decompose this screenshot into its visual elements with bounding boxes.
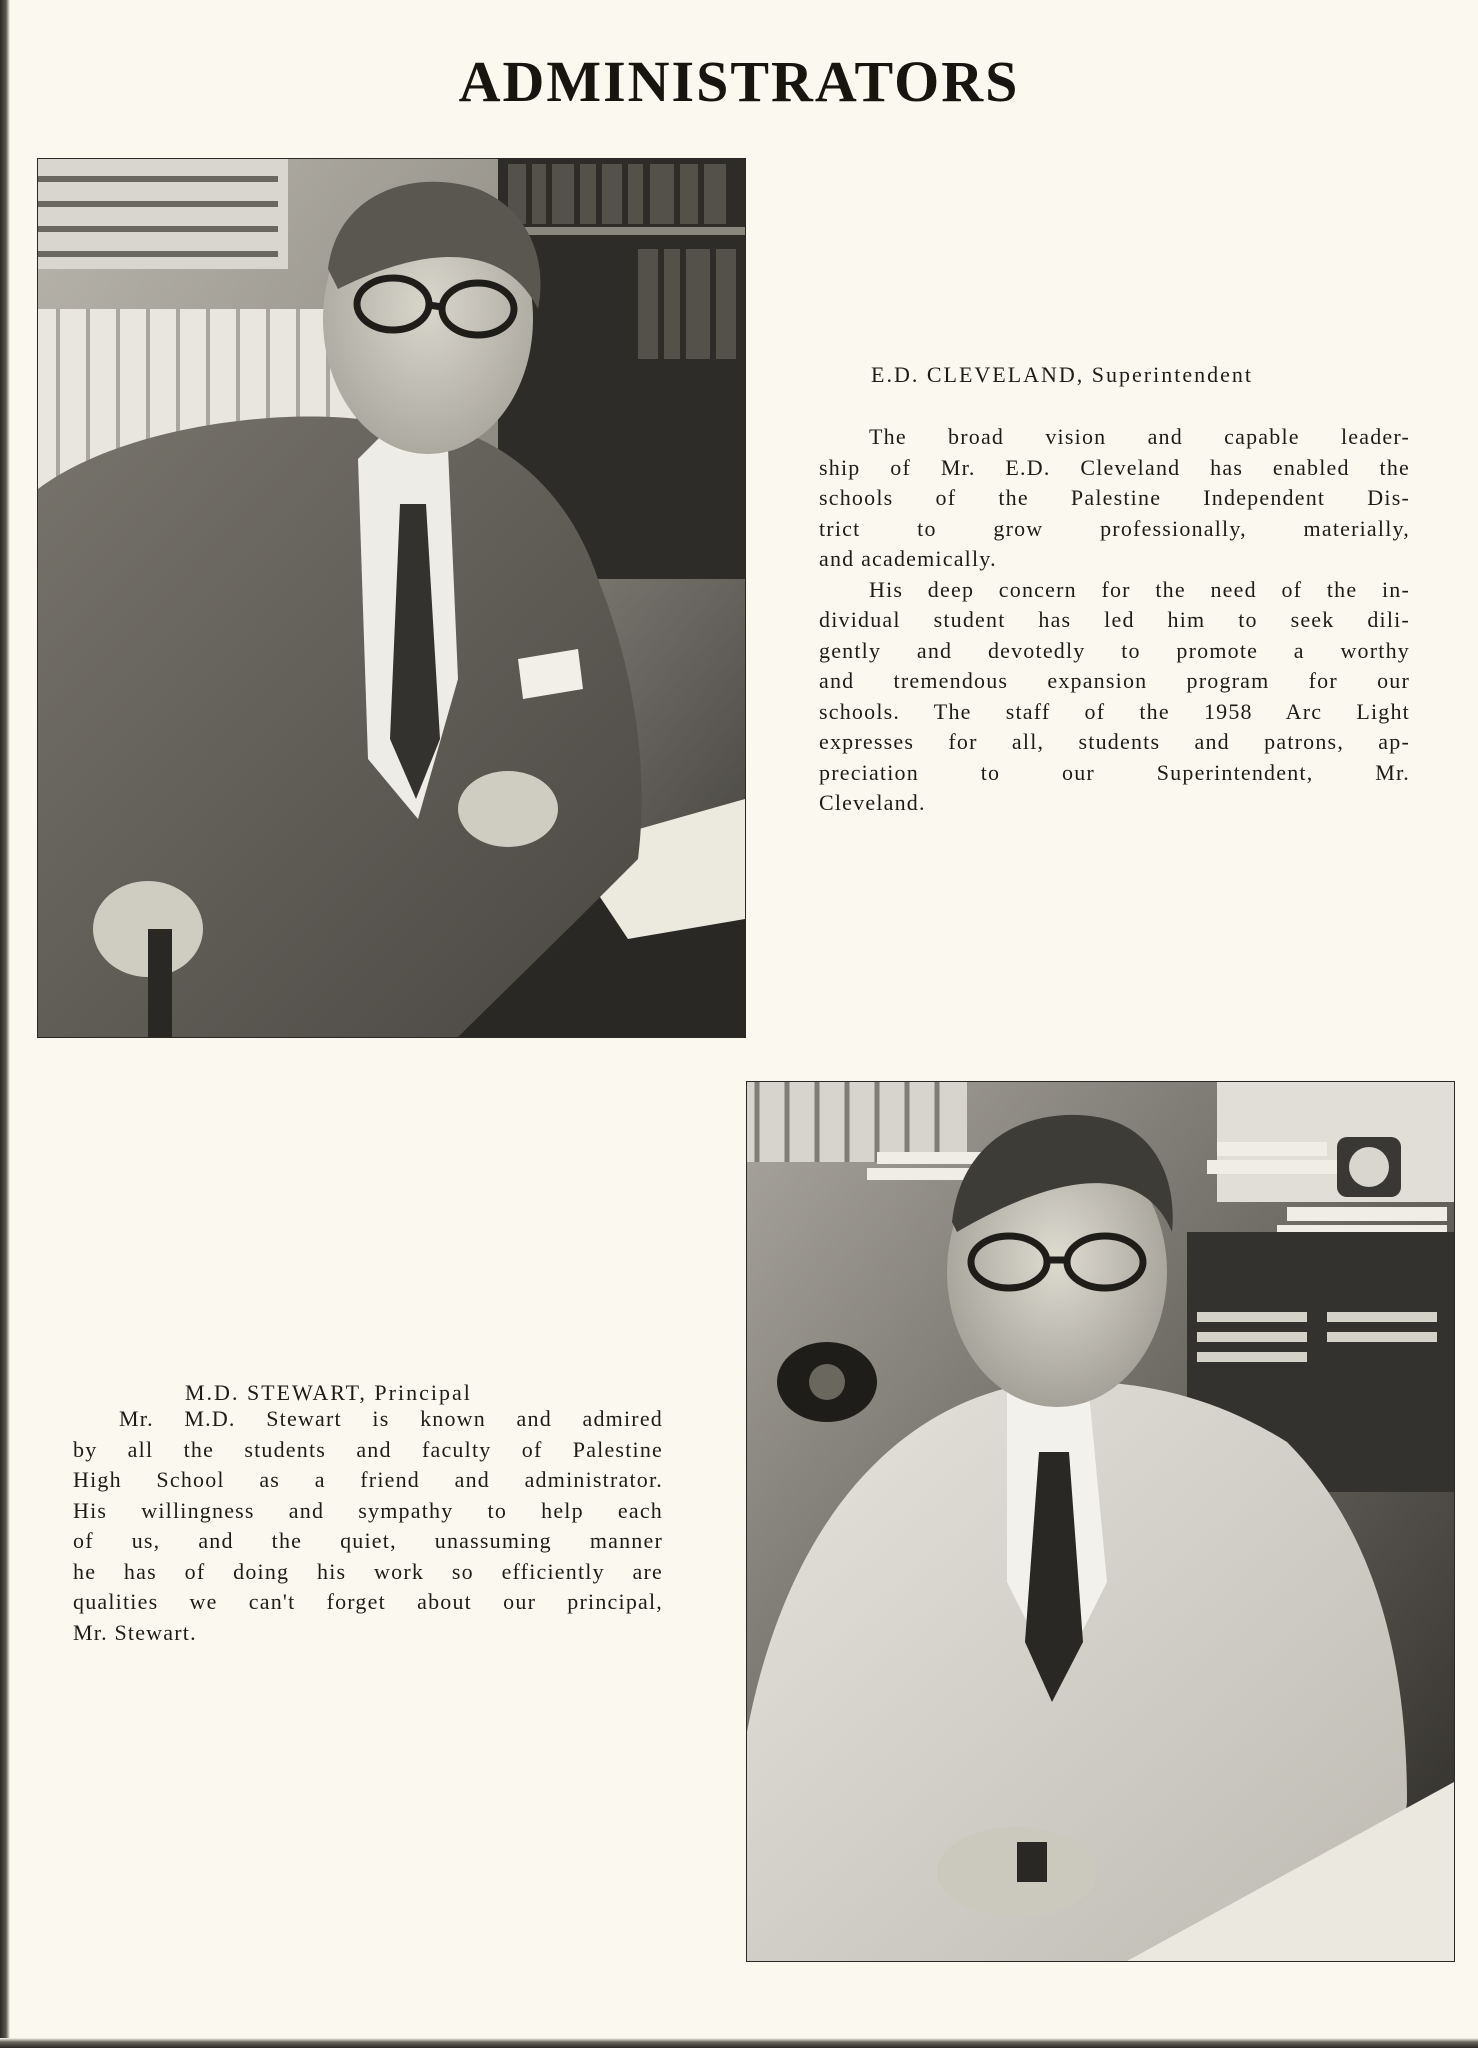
page-edge-left (0, 0, 10, 2048)
principal-line: by all the students and faculty of Palestine (73, 1436, 663, 1462)
superintendent-line: ship of Mr. E.D. Cleveland has enabled the (819, 454, 1410, 480)
principal-line: qualities we can't forget about our principal, (73, 1589, 663, 1614)
superintendent-line: expresses for all, students and patrons, ap- (819, 729, 1410, 754)
principal-line: His willingness and sympathy to help each (73, 1497, 663, 1523)
superintendent-line: gently and devotedly to promote a worthy (819, 637, 1410, 663)
superintendent-line: His deep concern for the need of the in- (869, 576, 1410, 602)
principal-photo (746, 1081, 1455, 1962)
superintendent-photo (37, 158, 746, 1038)
superintendent-heading: E.D. CLEVELAND, Superintendent (871, 362, 1253, 387)
superintendent-line: schools of the Palestine Independent Dis- (819, 485, 1410, 510)
principal-line: he has of doing his work so efficiently are (73, 1558, 663, 1584)
principal-paragraph (73, 1404, 663, 1648)
principal-line: of us, and the quiet, unassuming manner (73, 1528, 663, 1553)
principal-heading: M.D. STEWART, Principal (185, 1380, 472, 1405)
page-title: ADMINISTRATORS (458, 49, 1020, 114)
page-edge-bottom (0, 2038, 1478, 2048)
superintendent-line: trict to grow professionally, materially, (819, 515, 1410, 541)
superintendent-line: preciation to our Superintendent, Mr. (819, 759, 1410, 785)
superintendent-paragraph (819, 422, 1410, 819)
principal-line: Mr. M.D. Stewart is known and admired (119, 1406, 663, 1431)
principal-line: Mr. Stewart. (73, 1619, 197, 1645)
superintendent-line: Cleveland. (819, 790, 926, 815)
principal-line: High School as a friend and administrator. (73, 1467, 663, 1492)
superintendent-line: and academically. (819, 546, 997, 571)
superintendent-line: The broad vision and capable leader- (869, 424, 1410, 449)
superintendent-line: dividual student has led him to seek dili- (819, 607, 1410, 632)
superintendent-line: schools. The staff of the 1958 Arc Light (819, 698, 1410, 724)
superintendent-line: and tremendous expansion program for our (819, 668, 1410, 693)
